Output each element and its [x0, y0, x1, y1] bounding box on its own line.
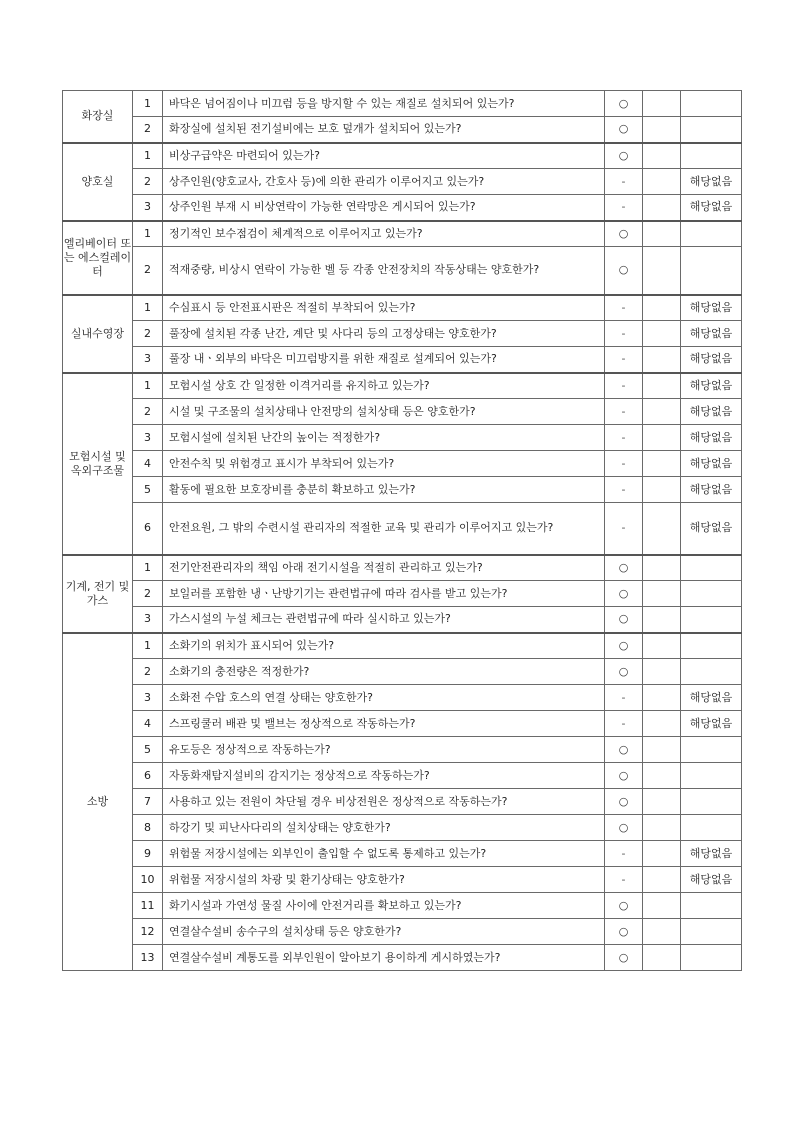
result-cell: -	[605, 321, 643, 347]
table-row	[63, 169, 742, 195]
blank-cell	[643, 737, 681, 763]
checklist-table	[62, 90, 742, 971]
note-cell	[681, 221, 742, 247]
item-number: 1	[133, 221, 163, 247]
item-number: 2	[133, 321, 163, 347]
item-number: 6	[133, 763, 163, 789]
category-cell: 실내수영장	[63, 295, 133, 373]
item-question: 상주인원(양호교사, 간호사 등)에 의한 관리가 이루어지고 있는가?	[163, 169, 605, 195]
table-row	[63, 195, 742, 221]
item-number: 3	[133, 347, 163, 373]
item-question: 가스시설의 누설 체크는 관련법규에 따라 실시하고 있는가?	[163, 607, 605, 633]
item-question: 위험물 저장시설의 차광 및 환기상태는 양호한가?	[163, 867, 605, 893]
item-number: 1	[133, 633, 163, 659]
note-cell: 해당없음	[681, 685, 742, 711]
blank-cell	[643, 867, 681, 893]
item-number: 12	[133, 919, 163, 945]
blank-cell	[643, 399, 681, 425]
item-number: 3	[133, 607, 163, 633]
note-cell: 해당없음	[681, 347, 742, 373]
table-row	[63, 295, 742, 321]
blank-cell	[643, 685, 681, 711]
blank-cell	[643, 919, 681, 945]
result-cell: ○	[605, 581, 643, 607]
result-cell: -	[605, 295, 643, 321]
result-cell: -	[605, 841, 643, 867]
item-question: 수심표시 등 안전표시판은 적절히 부착되어 있는가?	[163, 295, 605, 321]
table-row	[63, 373, 742, 399]
item-number: 7	[133, 789, 163, 815]
item-number: 11	[133, 893, 163, 919]
note-cell	[681, 659, 742, 685]
note-cell	[681, 789, 742, 815]
table-row	[63, 221, 742, 247]
result-cell: ○	[605, 143, 643, 169]
item-question: 연결살수설비 계통도를 외부인원이 알아보기 용이하게 게시하였는가?	[163, 945, 605, 971]
result-cell: ○	[605, 247, 643, 295]
category-cell: 화장실	[63, 91, 133, 143]
blank-cell	[643, 373, 681, 399]
table-row	[63, 737, 742, 763]
table-row	[63, 321, 742, 347]
note-cell: 해당없음	[681, 711, 742, 737]
note-cell	[681, 893, 742, 919]
result-cell: ○	[605, 607, 643, 633]
table-row	[63, 945, 742, 971]
blank-cell	[643, 633, 681, 659]
result-cell: -	[605, 347, 643, 373]
note-cell	[681, 581, 742, 607]
blank-cell	[643, 143, 681, 169]
item-question: 풀장에 설치된 각종 난간, 계단 및 사다리 등의 고정상태는 양호한가?	[163, 321, 605, 347]
item-number: 2	[133, 399, 163, 425]
table-row	[63, 815, 742, 841]
note-cell	[681, 143, 742, 169]
blank-cell	[643, 477, 681, 503]
category-cell: 모험시설 및 옥외구조물	[63, 373, 133, 555]
table-row	[63, 607, 742, 633]
blank-cell	[643, 815, 681, 841]
item-number: 5	[133, 737, 163, 763]
item-number: 2	[133, 581, 163, 607]
item-question: 풀장 내ㆍ외부의 바닥은 미끄럼방지를 위한 재질로 설계되어 있는가?	[163, 347, 605, 373]
result-cell: ○	[605, 789, 643, 815]
item-question: 정기적인 보수점검이 체계적으로 이루어지고 있는가?	[163, 221, 605, 247]
blank-cell	[643, 503, 681, 555]
note-cell	[681, 815, 742, 841]
category-cell: 소방	[63, 633, 133, 971]
blank-cell	[643, 221, 681, 247]
blank-cell	[643, 555, 681, 581]
item-number: 1	[133, 555, 163, 581]
blank-cell	[643, 945, 681, 971]
item-question: 소화기의 위치가 표시되어 있는가?	[163, 633, 605, 659]
item-question: 전기안전관리자의 책임 아래 전기시설을 적절히 관리하고 있는가?	[163, 555, 605, 581]
blank-cell	[643, 425, 681, 451]
result-cell: ○	[605, 763, 643, 789]
item-number: 1	[133, 91, 163, 117]
note-cell: 해당없음	[681, 295, 742, 321]
item-number: 2	[133, 169, 163, 195]
table-row	[63, 555, 742, 581]
table-row	[63, 91, 742, 117]
note-cell: 해당없음	[681, 451, 742, 477]
item-question: 하강기 및 피난사다리의 설치상태는 양호한가?	[163, 815, 605, 841]
table-row	[63, 247, 742, 295]
note-cell: 해당없음	[681, 477, 742, 503]
note-cell	[681, 919, 742, 945]
result-cell: ○	[605, 91, 643, 117]
blank-cell	[643, 607, 681, 633]
item-question: 적재중량, 비상시 연락이 가능한 벨 등 각종 안전장치의 작동상태는 양호한가?	[163, 247, 605, 295]
item-question: 유도등은 정상적으로 작동하는가?	[163, 737, 605, 763]
item-number: 9	[133, 841, 163, 867]
blank-cell	[643, 195, 681, 221]
item-question: 바닥은 넘어짐이나 미끄럼 등을 방지할 수 있는 재질로 설치되어 있는가?	[163, 91, 605, 117]
item-question: 소화기의 충전량은 적정한가?	[163, 659, 605, 685]
result-cell: -	[605, 451, 643, 477]
note-cell: 해당없음	[681, 195, 742, 221]
table-row	[63, 347, 742, 373]
note-cell: 해당없음	[681, 841, 742, 867]
result-cell: -	[605, 195, 643, 221]
note-cell	[681, 737, 742, 763]
table-row	[63, 659, 742, 685]
table-row	[63, 685, 742, 711]
note-cell: 해당없음	[681, 399, 742, 425]
item-question: 시설 및 구조물의 설치상태나 안전망의 설치상태 등은 양호한가?	[163, 399, 605, 425]
blank-cell	[643, 581, 681, 607]
result-cell: -	[605, 373, 643, 399]
note-cell	[681, 117, 742, 143]
table-row	[63, 117, 742, 143]
item-question: 스프링쿨러 배관 및 밸브는 정상적으로 작동하는가?	[163, 711, 605, 737]
category-cell: 기계, 전기 및 가스	[63, 555, 133, 633]
item-question: 활동에 필요한 보호장비를 충분히 확보하고 있는가?	[163, 477, 605, 503]
result-cell: ○	[605, 555, 643, 581]
note-cell: 해당없음	[681, 321, 742, 347]
note-cell: 해당없음	[681, 373, 742, 399]
result-cell: -	[605, 477, 643, 503]
result-cell: -	[605, 685, 643, 711]
result-cell: ○	[605, 221, 643, 247]
note-cell	[681, 91, 742, 117]
item-question: 화기시설과 가연성 물질 사이에 안전거리를 확보하고 있는가?	[163, 893, 605, 919]
item-number: 1	[133, 143, 163, 169]
item-question: 보일러를 포함한 냉ㆍ난방기기는 관련법규에 따라 검사를 받고 있는가?	[163, 581, 605, 607]
blank-cell	[643, 789, 681, 815]
result-cell: ○	[605, 117, 643, 143]
blank-cell	[643, 711, 681, 737]
blank-cell	[643, 659, 681, 685]
note-cell: 해당없음	[681, 867, 742, 893]
result-cell: ○	[605, 659, 643, 685]
table-row	[63, 451, 742, 477]
item-question: 모험시설에 설치된 난간의 높이는 적정한가?	[163, 425, 605, 451]
note-cell: 해당없음	[681, 169, 742, 195]
blank-cell	[643, 169, 681, 195]
note-cell	[681, 633, 742, 659]
blank-cell	[643, 763, 681, 789]
result-cell: ○	[605, 633, 643, 659]
table-row	[63, 867, 742, 893]
result-cell: -	[605, 399, 643, 425]
result-cell: -	[605, 169, 643, 195]
result-cell: ○	[605, 815, 643, 841]
item-number: 3	[133, 685, 163, 711]
note-cell	[681, 607, 742, 633]
note-cell: 해당없음	[681, 503, 742, 555]
result-cell: -	[605, 425, 643, 451]
item-number: 8	[133, 815, 163, 841]
result-cell: -	[605, 867, 643, 893]
note-cell	[681, 555, 742, 581]
item-number: 1	[133, 373, 163, 399]
item-number: 4	[133, 711, 163, 737]
item-question: 안전수칙 및 위험경고 표시가 부착되어 있는가?	[163, 451, 605, 477]
item-number: 6	[133, 503, 163, 555]
item-number: 3	[133, 195, 163, 221]
item-number: 2	[133, 659, 163, 685]
item-question: 비상구급약은 마련되어 있는가?	[163, 143, 605, 169]
table-row	[63, 633, 742, 659]
table-row	[63, 919, 742, 945]
result-cell: ○	[605, 919, 643, 945]
result-cell: ○	[605, 737, 643, 763]
blank-cell	[643, 295, 681, 321]
item-question: 소화전 수압 호스의 연결 상태는 양호한가?	[163, 685, 605, 711]
table-row	[63, 143, 742, 169]
item-question: 자동화재탐지설비의 감지기는 정상적으로 작동하는가?	[163, 763, 605, 789]
category-cell: 양호실	[63, 143, 133, 221]
note-cell	[681, 247, 742, 295]
table-row	[63, 789, 742, 815]
result-cell: ○	[605, 893, 643, 919]
result-cell: -	[605, 503, 643, 555]
note-cell	[681, 763, 742, 789]
blank-cell	[643, 841, 681, 867]
item-number: 3	[133, 425, 163, 451]
blank-cell	[643, 117, 681, 143]
item-question: 상주인원 부재 시 비상연락이 가능한 연락망은 게시되어 있는가?	[163, 195, 605, 221]
blank-cell	[643, 91, 681, 117]
result-cell: -	[605, 711, 643, 737]
table-row	[63, 503, 742, 555]
table-row	[63, 711, 742, 737]
item-question: 화장실에 설치된 전기설비에는 보호 덮개가 설치되어 있는가?	[163, 117, 605, 143]
table-row	[63, 581, 742, 607]
blank-cell	[643, 247, 681, 295]
table-row	[63, 893, 742, 919]
item-question: 모험시설 상호 간 일정한 이격거리를 유지하고 있는가?	[163, 373, 605, 399]
blank-cell	[643, 347, 681, 373]
item-number: 4	[133, 451, 163, 477]
table-row	[63, 763, 742, 789]
item-number: 2	[133, 247, 163, 295]
table-row	[63, 399, 742, 425]
item-number: 10	[133, 867, 163, 893]
table-row	[63, 841, 742, 867]
item-number: 13	[133, 945, 163, 971]
item-number: 2	[133, 117, 163, 143]
note-cell	[681, 945, 742, 971]
item-question: 연결살수설비 송수구의 설치상태 등은 양호한가?	[163, 919, 605, 945]
item-question: 사용하고 있는 전원이 차단될 경우 비상전원은 정상적으로 작동하는가?	[163, 789, 605, 815]
blank-cell	[643, 893, 681, 919]
item-question: 안전요원, 그 밖의 수련시설 관리자의 적절한 교육 및 관리가 이루어지고 있는가?	[163, 503, 605, 555]
table-row	[63, 477, 742, 503]
item-number: 1	[133, 295, 163, 321]
note-cell: 해당없음	[681, 425, 742, 451]
item-number: 5	[133, 477, 163, 503]
result-cell: ○	[605, 945, 643, 971]
blank-cell	[643, 451, 681, 477]
table-row	[63, 425, 742, 451]
blank-cell	[643, 321, 681, 347]
category-cell: 엘리베이터 또는 에스컬레이터	[63, 221, 133, 295]
item-question: 위험물 저장시설에는 외부인이 출입할 수 없도록 통제하고 있는가?	[163, 841, 605, 867]
